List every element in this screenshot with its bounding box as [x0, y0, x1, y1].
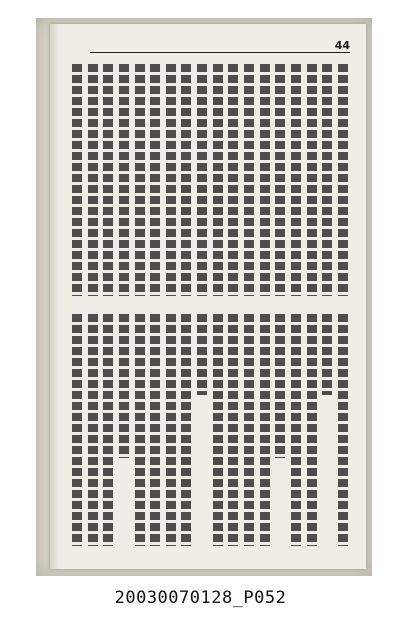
text-line [322, 64, 332, 296]
text-line [228, 64, 238, 296]
scanned-page-area [36, 18, 372, 576]
text-line [322, 314, 332, 395]
text-line [119, 64, 129, 296]
text-line [103, 314, 113, 546]
text-line [103, 64, 113, 296]
text-line [228, 314, 238, 546]
text-line [88, 314, 98, 546]
text-line [213, 314, 223, 546]
image-id-caption: 20030070128_P052 [114, 588, 287, 608]
text-line [119, 314, 129, 458]
text-line [260, 314, 270, 546]
text-line [88, 64, 98, 296]
text-line [307, 64, 317, 296]
text-column-upper [72, 64, 348, 296]
page-number: 44 [334, 39, 350, 52]
running-head [90, 38, 350, 53]
text-line [244, 314, 254, 546]
text-line [72, 314, 82, 546]
text-line [338, 64, 348, 296]
text-column-lower [72, 314, 348, 546]
text-line [338, 314, 348, 546]
text-line [150, 64, 160, 296]
text-line [197, 314, 207, 395]
text-line [181, 314, 191, 546]
text-line [291, 314, 301, 546]
text-line [135, 314, 145, 546]
text-line [213, 64, 223, 296]
text-line [181, 64, 191, 296]
text-line [197, 64, 207, 296]
book-page [50, 24, 366, 569]
text-line [72, 64, 82, 296]
text-line [166, 314, 176, 546]
text-lines [72, 64, 348, 296]
text-line [275, 314, 285, 458]
text-line [135, 64, 145, 296]
text-line [166, 64, 176, 296]
text-line [307, 314, 317, 546]
text-line [260, 64, 270, 296]
text-line [291, 64, 301, 296]
text-line [150, 314, 160, 546]
text-lines [72, 314, 348, 546]
text-line [244, 64, 254, 296]
text-line [275, 64, 285, 296]
